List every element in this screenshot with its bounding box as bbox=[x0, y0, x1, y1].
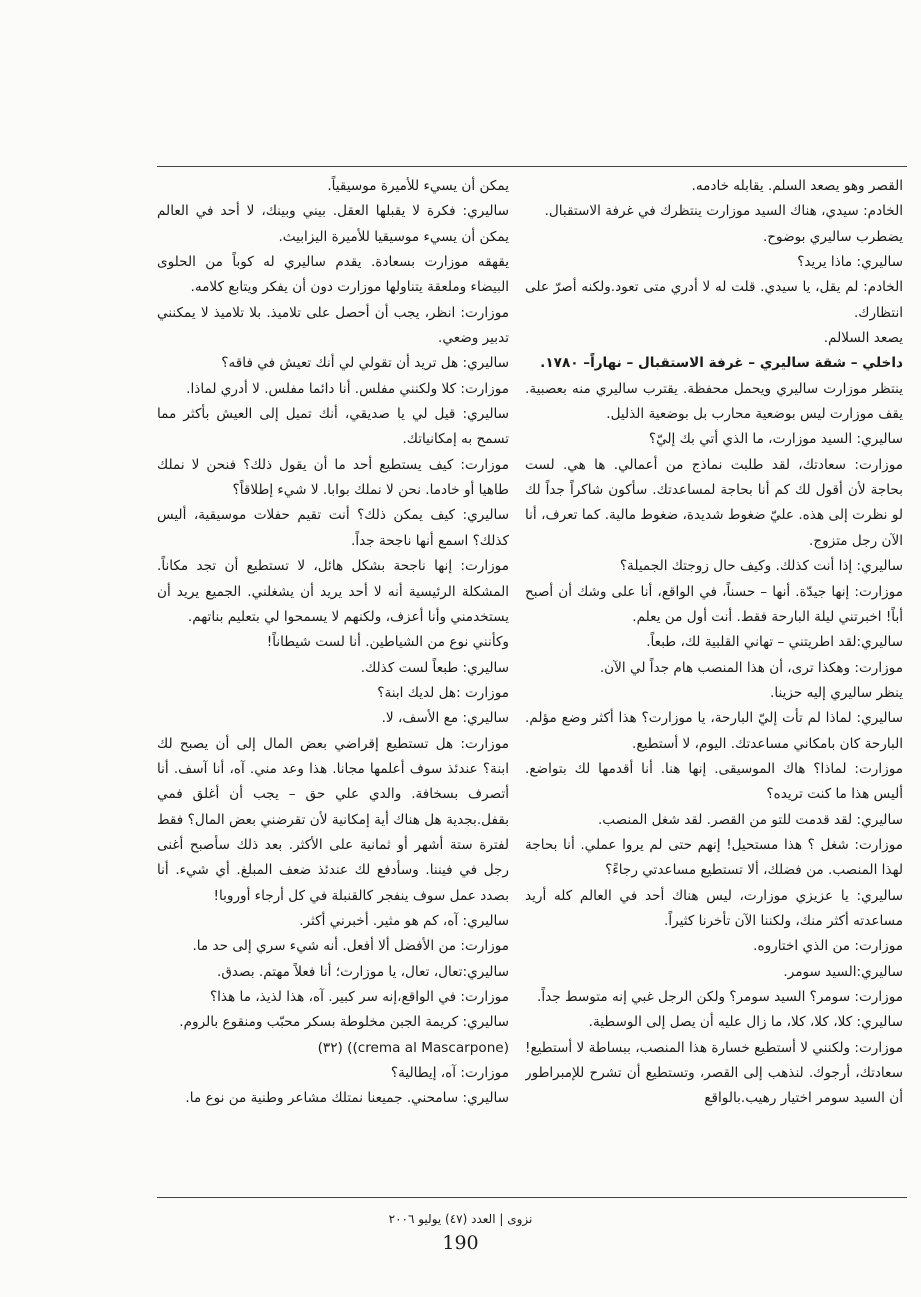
paragraph: ينظر ساليري إليه حزينا. bbox=[770, 684, 903, 701]
bottom-rule bbox=[157, 1197, 907, 1198]
paragraph: الخادم: سيدي، هناك السيد موزارت ينتظرك في غرفة الاستقبال. bbox=[544, 203, 903, 220]
paragraph: داخلي – شقة ساليري – غرفة الاستقبال – نهاراً– ١٧٨٠. bbox=[540, 355, 903, 372]
paragraph: موزارت: لماذا؟ هاك الموسيقى. إنها هنا. أنا أقدمها لك بتواضع. أليس هذا ما كنت تريده؟ bbox=[525, 760, 903, 803]
paragraph: يضطرب ساليري بوضوح. bbox=[762, 228, 903, 245]
paragraph: يمكن أن يسيء للأميرة موسيقياً. bbox=[327, 178, 509, 194]
paragraph: موزارت: هل تستطيع إقراضي بعض المال إلى أن يصبح لك ابنة؟ عندئذ سوف أعلمها مجانا. هذا وعد مني. آه، أنا آسف. أنا أتصرف بسخافة. والدي علي حق – يجب أن أغلق فمي بقفل.بجدية هل هناك أية إمكانية لأن تقرضني بعض المال؟ فقط لفترة ستة أشهر أو ثمانية على الأكثر. بعد ذلك سأصبح أغنى رجل في فيننا. وسأدفع لك عندئذ ضعف المبلغ. أي شيء. أنا بصدد عمل سوف ينفجر كالقنبلة في كل أرجاء أوروبا! bbox=[157, 735, 509, 904]
paragraph: موزارت: ولكنني لا أستطيع خسارة هذا المنصب، ببساطة لا أستطيع! سعادتك، أرجوك. لنذهب إلى القصر، وتستطيع أن تشرح للإمبراطور أن السيد سومر اختيار رهيب.بالواقع bbox=[525, 1039, 903, 1107]
paragraph: ساليري:تعال، تعال، يا موزارت؛ أنا فعلاً مهتم. بصدق. bbox=[217, 963, 509, 980]
paragraph: ينتظر موزارت ساليري ويحمل محفظة. يقترب ساليري منه بعصبية. يقف موزارت ليس بوضعية محارب بل بوضعية الذليل. bbox=[525, 380, 903, 423]
paragraph: ساليري: ماذا يريد؟ bbox=[797, 254, 903, 271]
paragraph: موزارت: سومر؟ السيد سومر؟ ولكن الرجل غبي إنه متوسط جداً. bbox=[537, 989, 903, 1005]
paragraph: موزارت: كلا ولكنني مفلس. أنا دائما مفلس. لا أدري لماذا. bbox=[186, 380, 509, 397]
paragraph: ساليري: طبعاً لست كذلك. bbox=[360, 659, 509, 676]
paragraph: ساليري: كيف يمكن ذلك؟ أنت تقيم حفلات موسيقية، أليس كذلك؟ اسمع أنها ناجحة جداً. bbox=[157, 507, 509, 549]
paragraph: ساليري:لقد اطريتني – تهاني القلبية لك، طبعاً. bbox=[646, 634, 903, 651]
paragraph: ساليري: إذا أنت كذلك. وكيف حال زوجتك الجميلة؟ bbox=[619, 558, 903, 575]
paragraph: موزارت: شغل ؟ هذا مستحيل! إنهم حتى لم يروا عملي. أنا بحاجة لهذا المنصب. من فضلك، ألا تستطيع مساعدتي رجاءً؟ bbox=[525, 836, 903, 879]
paragraph: موزارت: آه، إيطالية؟ bbox=[390, 1065, 509, 1082]
paragraph: ساليري: سامحني. جميعنا نمتلك مشاعر وطنية من نوع ما. bbox=[185, 1090, 509, 1107]
paragraph: ساليري: السيد موزارت، ما الذي أتي بك إليّ؟ bbox=[648, 431, 903, 448]
paragraph: موزارت: إنها ناجحة بشكل هائل، لا تستطيع أن تجد مكاناً. المشكلة الرئيسية أنه لا أحد يريد أن يشغلني. الجميع يريد أن يستخدمني وأنا أعزف، ولكنهم لا يسمحوا لي بتعليم بناتهم. bbox=[157, 558, 509, 625]
top-rule bbox=[157, 166, 907, 167]
paragraph: ساليري: كلا، كلا، كلا، ما زال عليه أن يصل إلى الوسطية. bbox=[588, 1014, 903, 1031]
paragraph: موزارت: من الأفضل ألا أفعل. أنه شيء سري إلى حد ما. bbox=[192, 938, 509, 955]
paragraph: ساليري:السيد سومر. bbox=[783, 963, 903, 980]
paragraph: موزارت: انظر، يجب أن أحصل على تلاميذ. بلا تلاميذ لا يمكنني تدبير وضعي. bbox=[157, 304, 509, 347]
paragraph: القصر وهو يصعد السلم. يقابله خادمه. bbox=[691, 178, 903, 194]
paragraph: الخادم: لم يقل، يا سيدي. قلت له لا أدري متى تعود.ولكنه أصرّ على انتظارك. bbox=[525, 279, 903, 321]
paragraph: (crema al Mascarpone)) (٣٢) bbox=[317, 1039, 509, 1056]
paragraph: ساليري: آه، كم هو مثير. أخبرني أكثر. bbox=[299, 912, 509, 929]
paragraph: ساليري: فكرة لا يقبلها العقل. بيني وبينك، لا أحد في العالم يمكن أن يسيء موسيقيا للأميرة اليزابيث. bbox=[157, 203, 509, 245]
paragraph: موزارت: إنها جيدّة. أنها – حسناً، في الواقع، أنا على وشك أن أصبح أباً! اخبرتني ليلة البارحة فقط. أنت أول من يعلم. bbox=[525, 583, 903, 625]
paragraph: موزارت :هل لديك ابنة؟ bbox=[377, 684, 509, 701]
paragraph: يصعد السلالم. bbox=[823, 330, 903, 347]
page-number: 190 bbox=[442, 1232, 479, 1254]
paragraph: ساليري: مع الأسف، لا. bbox=[381, 710, 509, 727]
paragraph: موزارت: وهكذا ترى، أن هذا المنصب هام جداً لي الآن. bbox=[599, 659, 903, 676]
left-column bbox=[157, 174, 509, 1192]
paragraph: موزارت: كيف يستطيع أحد ما أن يقول ذلك؟ فنحن لا نملك طاهيا أو خادما. نحن لا نملك بوابا. لا شيء إطلاقاً؟ bbox=[157, 456, 509, 499]
paragraph: موزارت: من الذي اختاروه. bbox=[753, 938, 903, 955]
issue-footer: نزوى | العدد (٤٧) يوليو ٢٠٠٦ bbox=[388, 1212, 533, 1226]
paragraph: ساليري: لقد قدمت للتو من القصر. لقد شغل المنصب. bbox=[597, 811, 903, 828]
paragraph: موزارت: في الواقع،إنه سر كبير. آه، هذا لذيذ، ما هذا؟ bbox=[209, 989, 509, 1005]
paragraph: ساليري: قيل لي يا صديقي، أنك تميل إلى العيش بأكثر مما تسمح به إمكانياتك. bbox=[157, 406, 509, 448]
paragraph: ساليري: لماذا لم تأت إليّ البارحة، يا موزارت؟ هذا أكثر وضع مؤلم. البارحة كان بامكاني مساعدتك. اليوم، لا أستطيع. bbox=[525, 710, 903, 752]
paragraph: يقهقه موزارت بسعادة. يقدم ساليري له كوباً من الحلوى البيضاء وملعقة يتناولها موزارت دون أن يفكر ويتابع كلامه. bbox=[157, 254, 509, 296]
paragraph: ساليري: يا عزيزي موزارت، ليس هناك أحد في العالم كله أريد مساعدته أكثر منك، ولكننا الآن تأخرنا كثيراً. bbox=[525, 887, 903, 929]
paragraph: موزارت: سعادتك، لقد طلبت نماذج من أعمالي. ها هي. لست بحاجة لأن أقول لك كم أنا بحاجة لمساعدتك. سأكون شاكراً جداً لك لو نظرت إلى هذه. عليّ ضغوط شديدة، ضغوط مالية. كما تعرف، أنا الآن رجل متزوج. bbox=[525, 456, 903, 549]
paragraph: ساليري: كريمة الجبن مخلوطة بسكر محبّب ومنقوع بالروم. bbox=[179, 1014, 509, 1031]
right-column bbox=[525, 174, 903, 1192]
paragraph: وكأنني نوع من الشياطين. أنا لست شيطاناً! bbox=[266, 634, 509, 651]
paragraph: ساليري: هل تريد أن تقولي لي أنك تعيش في فاقه؟ bbox=[221, 355, 509, 372]
